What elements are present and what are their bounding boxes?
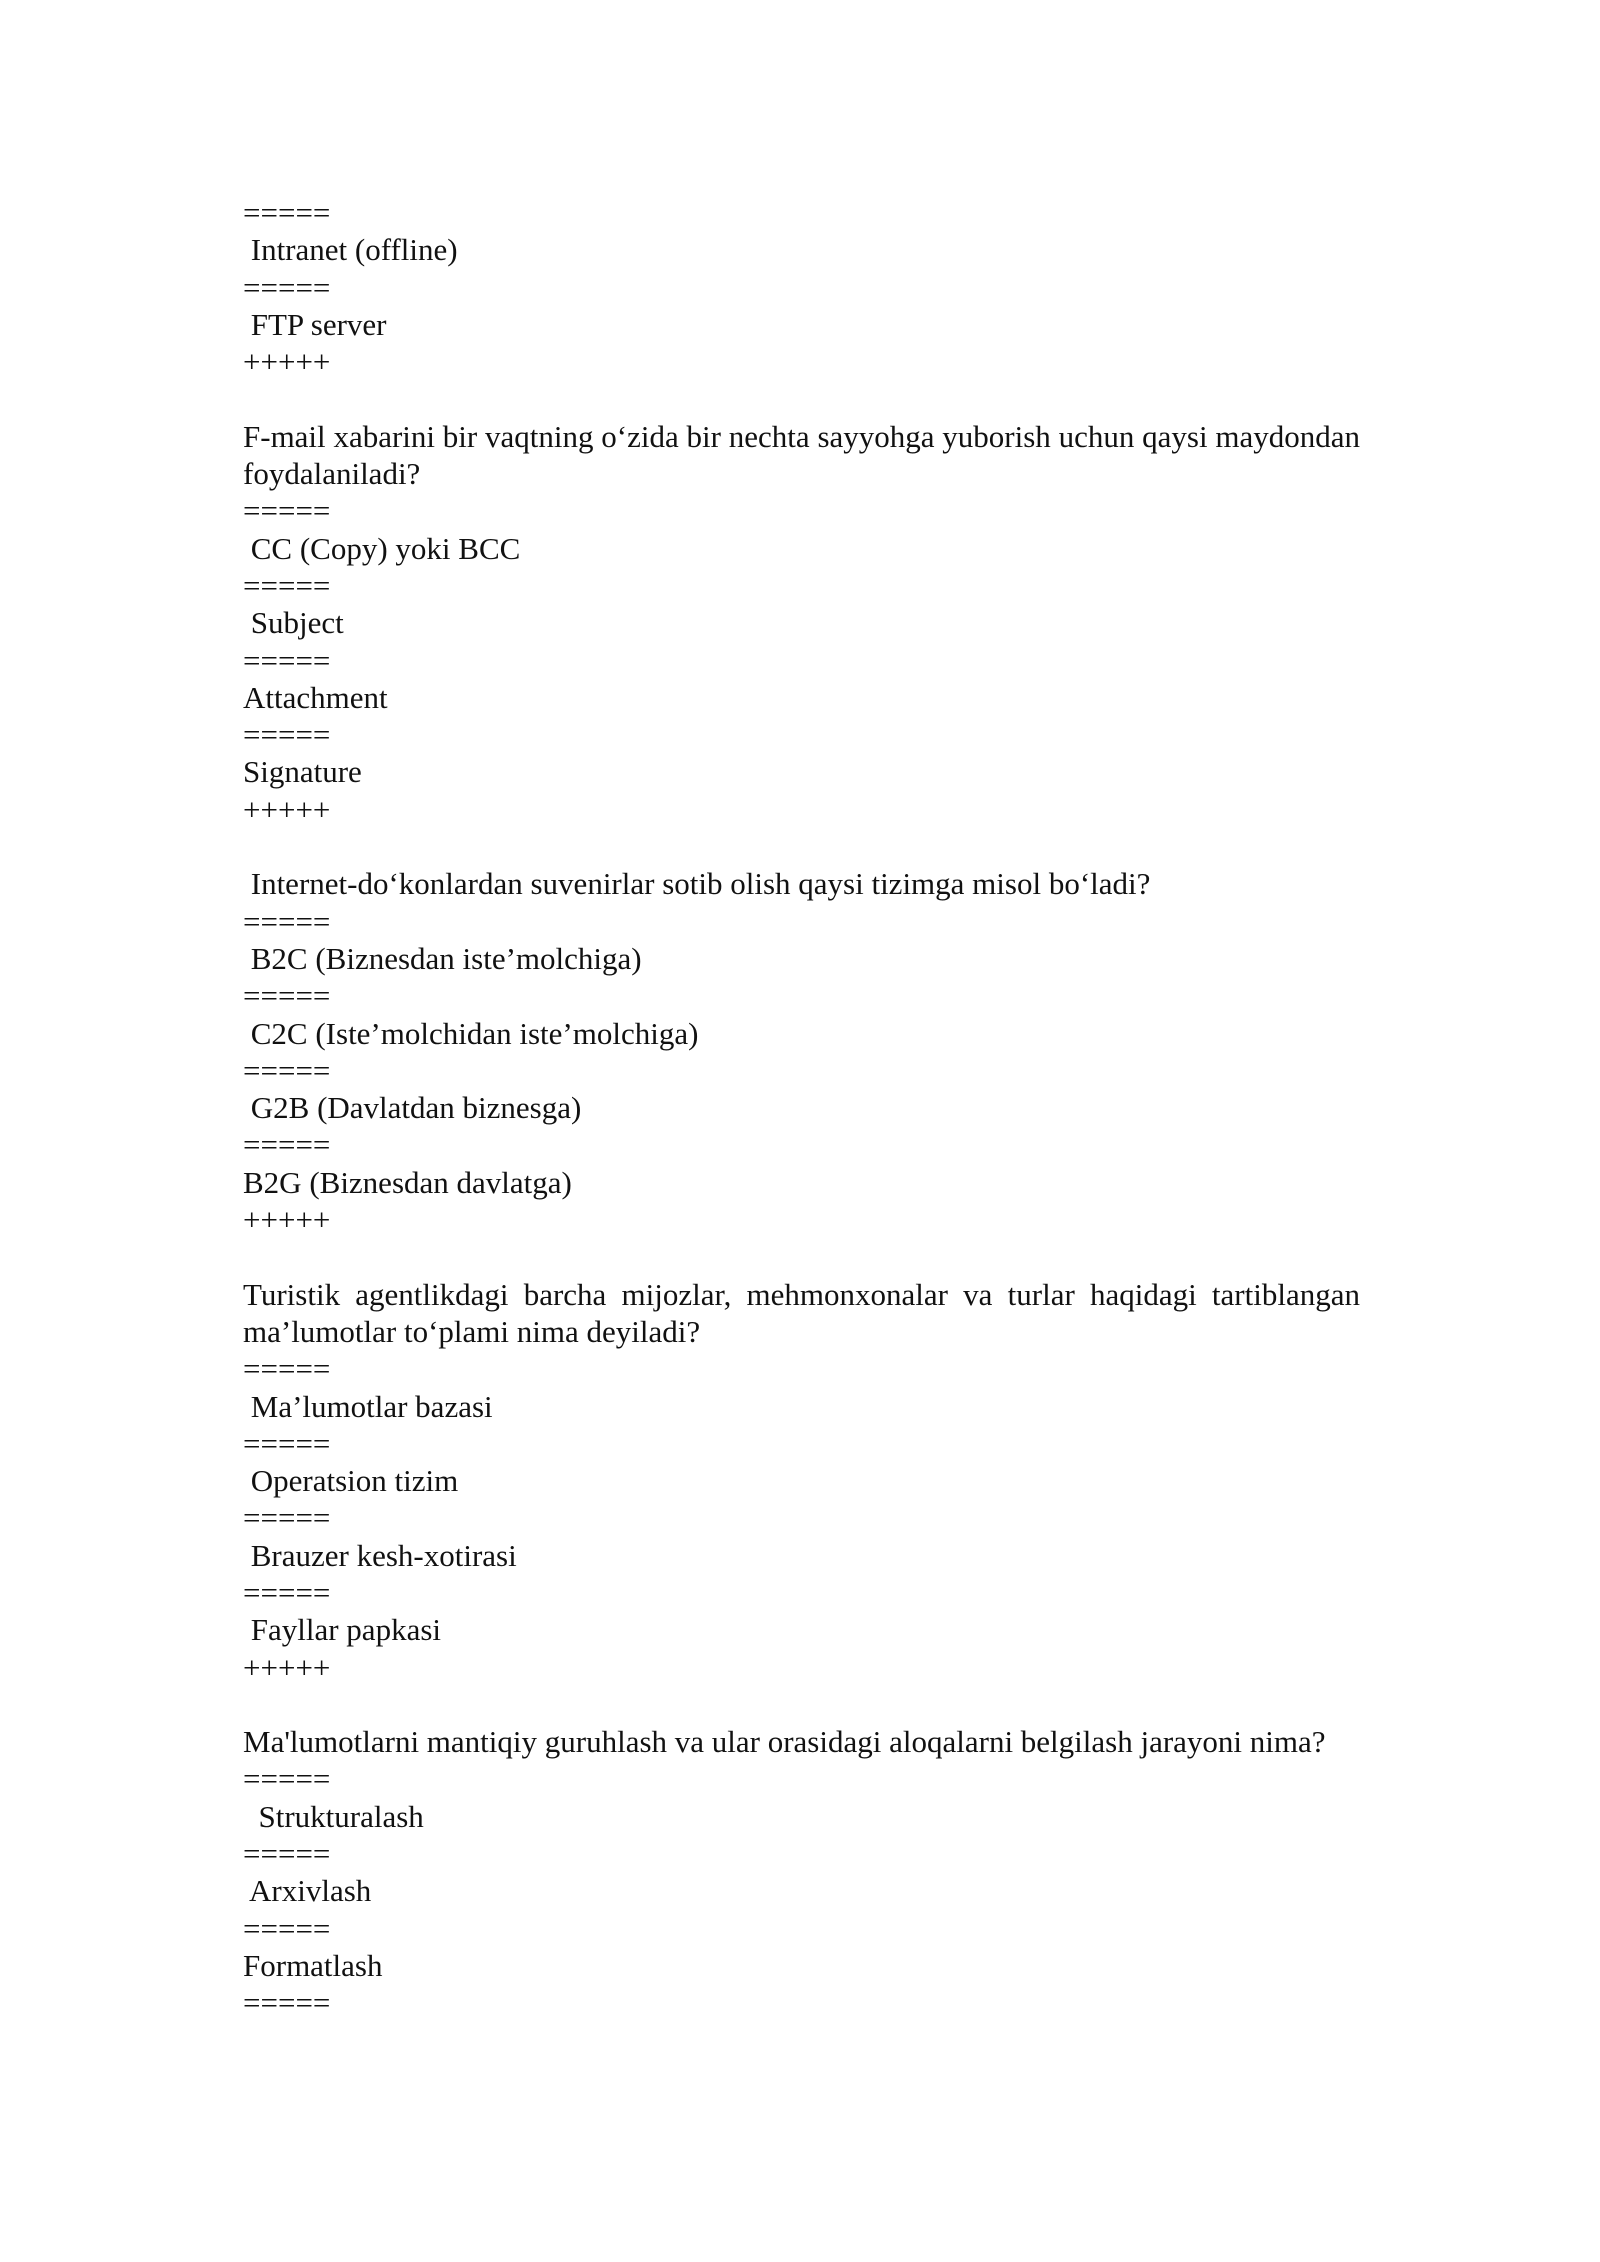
text-line: G2B (Davlatdan biznesga) bbox=[243, 1090, 582, 1126]
text-line: B2C (Biznesdan iste’molchiga) bbox=[243, 940, 642, 976]
question-separator: +++++ bbox=[243, 344, 331, 380]
text-line: Attachment bbox=[243, 679, 388, 715]
option-separator: ===== bbox=[243, 195, 331, 230]
question-separator: +++++ bbox=[243, 1649, 331, 1685]
text-line: Ma’lumotlar bazasi bbox=[243, 1388, 493, 1424]
text-line: Operatsion tizim bbox=[243, 1463, 459, 1499]
document-body bbox=[243, 194, 1360, 2022]
option-separator: ===== bbox=[243, 717, 331, 753]
blank-line bbox=[243, 828, 1360, 865]
option-separator: ===== bbox=[243, 567, 331, 603]
option-separator: ===== bbox=[243, 493, 331, 529]
option-separator: ===== bbox=[243, 1425, 331, 1461]
option-separator: ===== bbox=[243, 1985, 331, 2021]
blank-line bbox=[243, 380, 1360, 417]
option-separator: ===== bbox=[243, 642, 331, 678]
question-text: Turistik agentlikdagi barcha mijozlar, mehmonxonalar va turlar haqidagi tartiblangan ma’lumotlar to‘plami nima deyiladi? bbox=[243, 1276, 1360, 1349]
blank-line bbox=[243, 1686, 1360, 1723]
option-separator: ===== bbox=[243, 1574, 331, 1610]
text-line: B2G (Biznesdan davlatga) bbox=[243, 1164, 572, 1200]
option-separator: ===== bbox=[243, 1910, 331, 1946]
text-line: Brauzer kesh-xotirasi bbox=[243, 1537, 517, 1573]
option-separator: ===== bbox=[243, 903, 331, 939]
text-line: FTP server bbox=[243, 306, 387, 342]
option-separator: ===== bbox=[243, 978, 331, 1014]
text-line: Internet-do‘konlardan suvenirlar sotib olish qaysi tizimga misol bo‘ladi? bbox=[243, 866, 1151, 902]
question-separator: +++++ bbox=[243, 1202, 331, 1238]
question-text: F-mail xabarini bir vaqtning o‘zida bir nechta sayyohga yuborish uchun qaysi maydondan foydalaniladi? bbox=[243, 418, 1360, 492]
text-line: C2C (Iste’molchidan iste’molchiga) bbox=[243, 1015, 699, 1051]
option-separator: ===== bbox=[243, 1351, 331, 1387]
blank-line bbox=[243, 1238, 1360, 1275]
option-separator: ===== bbox=[243, 1761, 331, 1797]
option-separator: ===== bbox=[243, 1127, 331, 1163]
text-line: Formatlash bbox=[243, 1947, 383, 1983]
option-separator: ===== bbox=[243, 1836, 331, 1872]
text-line: Fayllar papkasi bbox=[243, 1612, 442, 1648]
text-line: Subject bbox=[243, 605, 344, 641]
option-separator: ===== bbox=[243, 269, 331, 305]
text-line: Signature bbox=[243, 754, 362, 790]
text-line: CC (Copy) yoki BCC bbox=[243, 530, 521, 566]
option-separator: ===== bbox=[243, 1500, 331, 1536]
text-line: Arxivlash bbox=[243, 1873, 372, 1909]
question-text: Ma'lumotlarni mantiqiy guruhlash va ular orasidagi aloqalarni belgilash jarayoni nima? bbox=[243, 1724, 1326, 1760]
text-line: Intranet (offline) bbox=[243, 232, 458, 268]
question-separator: +++++ bbox=[243, 791, 331, 827]
text-line: Strukturalash bbox=[243, 1798, 424, 1834]
option-separator: ===== bbox=[243, 1052, 331, 1088]
